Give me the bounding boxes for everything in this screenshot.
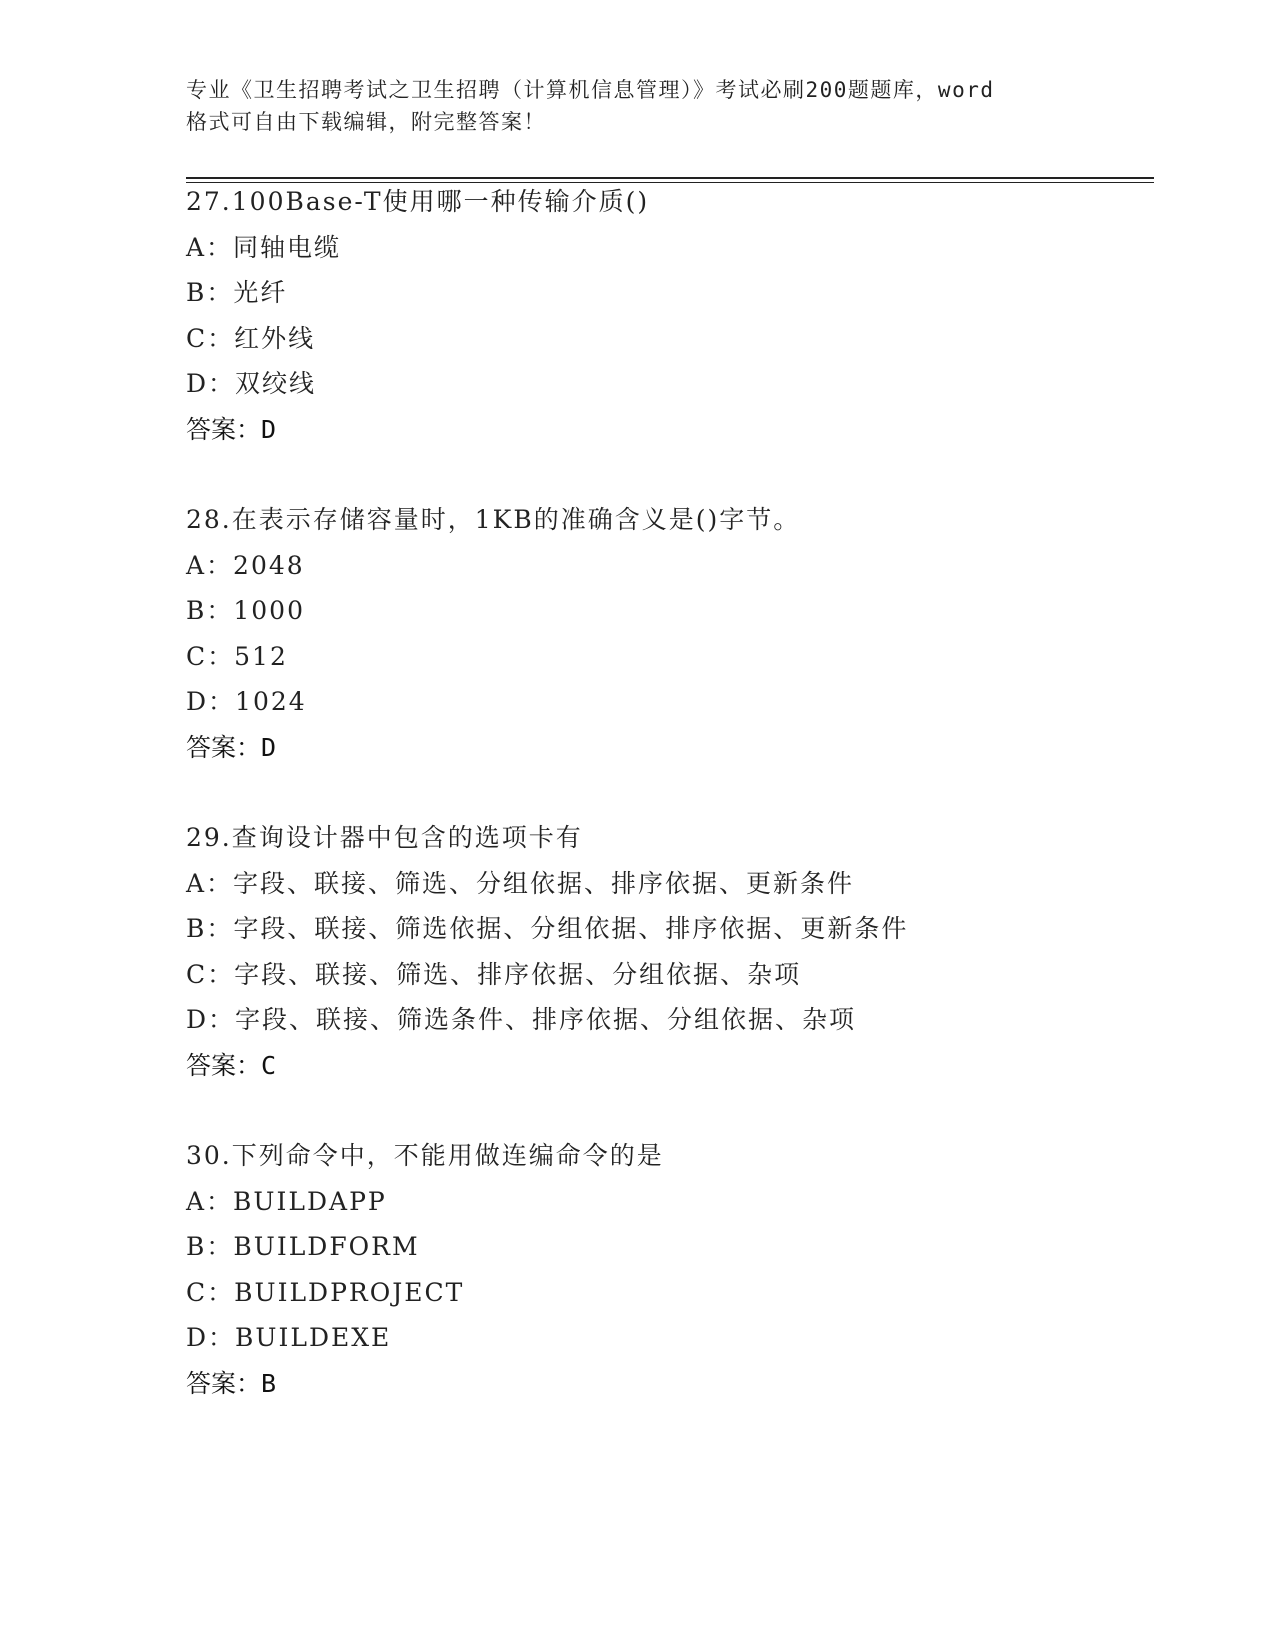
- answer-line: 答案：D: [186, 732, 277, 762]
- option-b: B：光纤: [186, 278, 288, 307]
- option-c: C：红外线: [186, 323, 316, 353]
- question-block: [186, 179, 1186, 452]
- option-c: C：BUILDPROJECT: [186, 1277, 465, 1307]
- option-a: A：2048: [186, 550, 305, 580]
- question-stem: 29.查询设计器中包含的选项卡有: [186, 823, 583, 852]
- option-d: D：字段、联接、筛选条件、排序依据、分组依据、杂项: [186, 1005, 857, 1034]
- option-a: A：字段、联接、筛选、分组依据、排序依据、更新条件: [186, 868, 855, 898]
- option-b: B：字段、联接、筛选依据、分组依据、排序依据、更新条件: [186, 914, 909, 943]
- answer-line: 答案：C: [186, 1050, 277, 1080]
- question-block: [186, 497, 1186, 770]
- document-header: [186, 74, 1086, 138]
- option-d: D：双绞线: [186, 369, 317, 398]
- option-a: A：同轴电缆: [186, 232, 342, 262]
- option-a: A：BUILDAPP: [186, 1186, 387, 1216]
- question-stem: 27.100Base-T使用哪一种传输介质(): [186, 187, 650, 216]
- option-d: D：BUILDEXE: [186, 1323, 392, 1352]
- option-c: C：字段、联接、筛选、排序依据、分组依据、杂项: [186, 959, 802, 989]
- option-b: B：BUILDFORM: [186, 1232, 420, 1261]
- header-line-2: 格式可自由下载编辑，附完整答案！: [186, 110, 546, 134]
- option-c: C：512: [186, 641, 288, 671]
- question-block: [186, 815, 1186, 1088]
- header-line-1: 专业《卫生招聘考试之卫生招聘（计算机信息管理）》考试必刷200题题库，word: [186, 78, 995, 102]
- question-stem: 30.下列命令中，不能用做连编命令的是: [186, 1141, 664, 1170]
- option-d: D：1024: [186, 687, 307, 716]
- answer-line: 答案：B: [186, 1368, 277, 1398]
- option-b: B：1000: [186, 596, 305, 625]
- question-block: [186, 1133, 1186, 1406]
- question-stem: 28.在表示存储容量时，1KB的准确含义是()字节。: [186, 505, 801, 534]
- answer-line: 答案：D: [186, 414, 277, 444]
